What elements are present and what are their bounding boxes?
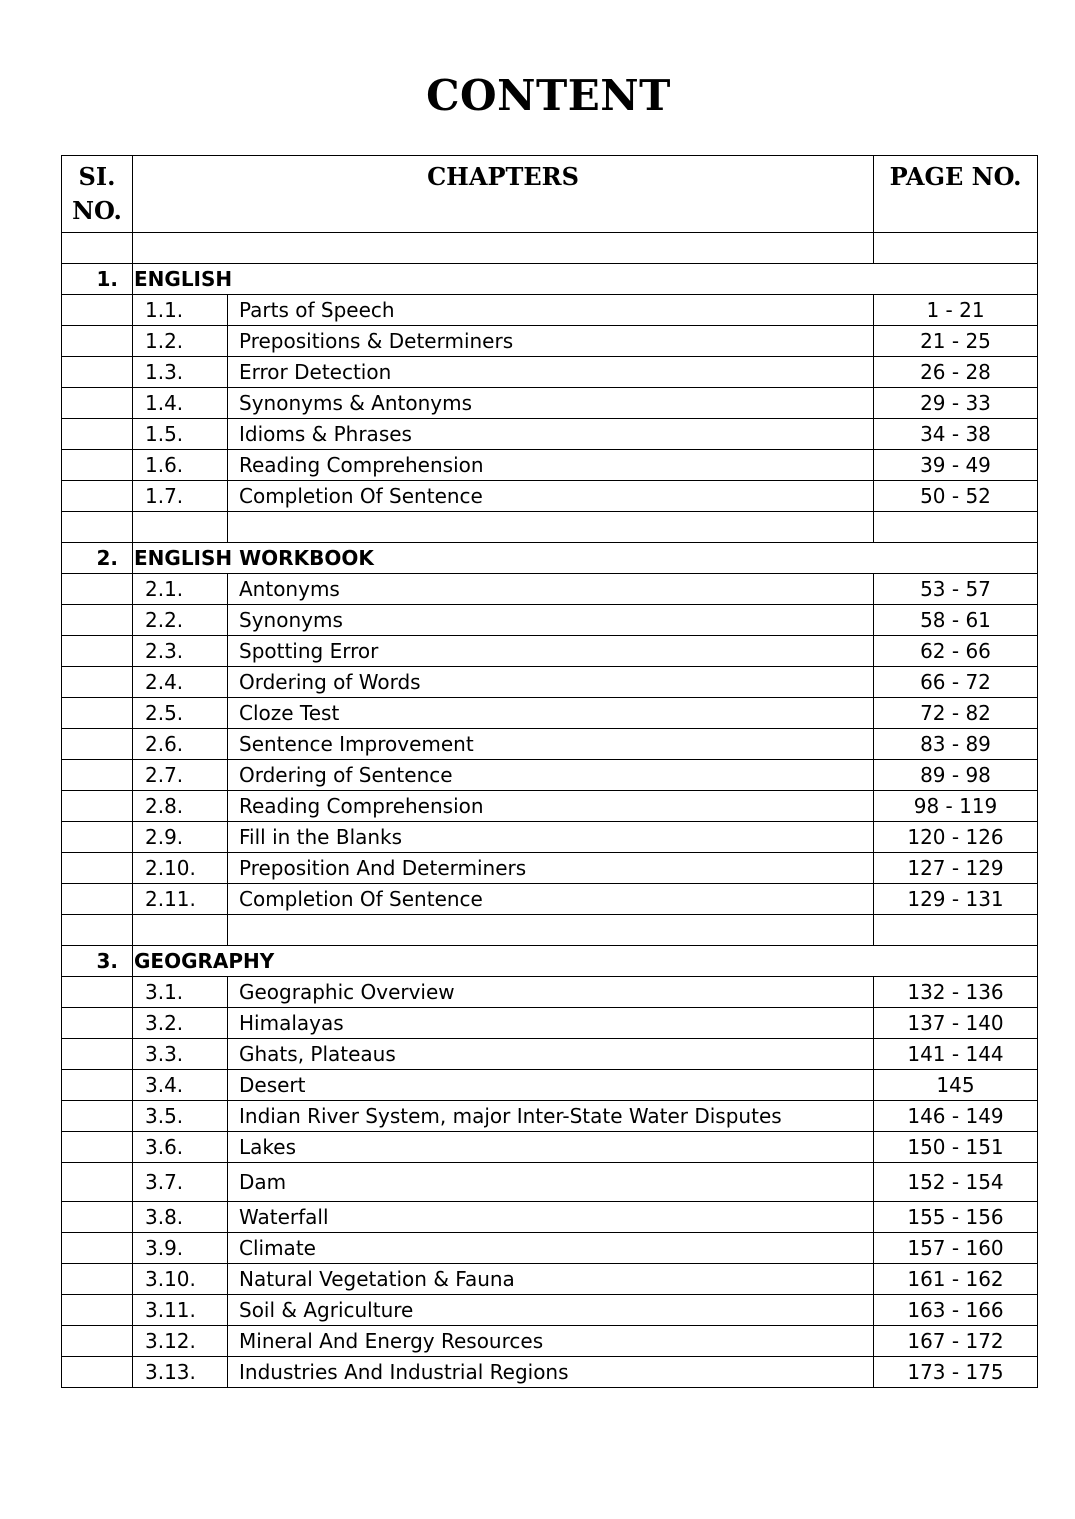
chapter-number: 1.4. bbox=[133, 388, 228, 419]
chapter-row bbox=[62, 1357, 1038, 1388]
header-sl-line1: SI. bbox=[78, 162, 116, 191]
blank-cell bbox=[62, 915, 133, 946]
chapter-number: 3.12. bbox=[133, 1326, 228, 1357]
page-range: 137 - 140 bbox=[874, 1008, 1038, 1039]
page-range: 152 - 154 bbox=[874, 1163, 1038, 1202]
chapter-title: Ordering of Sentence bbox=[228, 760, 874, 791]
chapter-number: 1.2. bbox=[133, 326, 228, 357]
page-range: 83 - 89 bbox=[874, 729, 1038, 760]
chapter-number: 2.10. bbox=[133, 853, 228, 884]
chapter-title: Geographic Overview bbox=[228, 977, 874, 1008]
chapter-number: 1.1. bbox=[133, 295, 228, 326]
empty-cell bbox=[62, 729, 133, 760]
empty-cell bbox=[62, 667, 133, 698]
chapter-title: Ghats, Plateaus bbox=[228, 1039, 874, 1070]
page-range: 146 - 149 bbox=[874, 1101, 1038, 1132]
chapter-row bbox=[62, 1132, 1038, 1163]
chapter-title: Idioms & Phrases bbox=[228, 419, 874, 450]
empty-cell bbox=[62, 388, 133, 419]
chapter-number: 1.5. bbox=[133, 419, 228, 450]
page-range: 50 - 52 bbox=[874, 481, 1038, 512]
empty-cell bbox=[62, 1233, 133, 1264]
chapter-row bbox=[62, 977, 1038, 1008]
blank-cell bbox=[62, 233, 133, 264]
page-range: 127 - 129 bbox=[874, 853, 1038, 884]
chapter-number: 3.9. bbox=[133, 1233, 228, 1264]
chapter-row bbox=[62, 884, 1038, 915]
chapter-title: Climate bbox=[228, 1233, 874, 1264]
chapter-number: 1.6. bbox=[133, 450, 228, 481]
blank-row bbox=[62, 915, 1038, 946]
page-range: 120 - 126 bbox=[874, 822, 1038, 853]
chapter-title: Spotting Error bbox=[228, 636, 874, 667]
empty-cell bbox=[62, 419, 133, 450]
chapter-number: 2.4. bbox=[133, 667, 228, 698]
chapter-title: Error Detection bbox=[228, 357, 874, 388]
page-range: 157 - 160 bbox=[874, 1233, 1038, 1264]
chapter-number: 3.4. bbox=[133, 1070, 228, 1101]
chapter-title: Natural Vegetation & Fauna bbox=[228, 1264, 874, 1295]
chapter-number: 3.10. bbox=[133, 1264, 228, 1295]
empty-cell bbox=[62, 884, 133, 915]
chapter-row bbox=[62, 1039, 1038, 1070]
chapter-title: Cloze Test bbox=[228, 698, 874, 729]
chapter-row bbox=[62, 357, 1038, 388]
page-range: 145 bbox=[874, 1070, 1038, 1101]
chapter-title: Desert bbox=[228, 1070, 874, 1101]
page-range: 132 - 136 bbox=[874, 977, 1038, 1008]
page-range: 29 - 33 bbox=[874, 388, 1038, 419]
empty-cell bbox=[62, 1163, 133, 1202]
blank-cell bbox=[874, 915, 1038, 946]
section-row bbox=[62, 946, 1038, 977]
chapter-row bbox=[62, 450, 1038, 481]
header-sl-no bbox=[62, 156, 133, 233]
page-range: 66 - 72 bbox=[874, 667, 1038, 698]
empty-cell bbox=[62, 822, 133, 853]
chapter-row bbox=[62, 760, 1038, 791]
section-title: ENGLISH bbox=[133, 264, 1038, 295]
chapter-row bbox=[62, 791, 1038, 822]
empty-cell bbox=[62, 326, 133, 357]
empty-cell bbox=[62, 1326, 133, 1357]
empty-cell bbox=[62, 295, 133, 326]
chapter-title: Sentence Improvement bbox=[228, 729, 874, 760]
chapter-row bbox=[62, 388, 1038, 419]
blank-cell bbox=[228, 915, 874, 946]
chapter-number: 2.9. bbox=[133, 822, 228, 853]
blank-cell bbox=[874, 512, 1038, 543]
chapter-title: Synonyms & Antonyms bbox=[228, 388, 874, 419]
empty-cell bbox=[62, 1295, 133, 1326]
chapter-title: Synonyms bbox=[228, 605, 874, 636]
chapter-row bbox=[62, 1202, 1038, 1233]
chapter-row bbox=[62, 295, 1038, 326]
chapter-number: 3.6. bbox=[133, 1132, 228, 1163]
chapter-number: 1.3. bbox=[133, 357, 228, 388]
section-title: ENGLISH WORKBOOK bbox=[133, 543, 1038, 574]
chapter-number: 3.8. bbox=[133, 1202, 228, 1233]
empty-cell bbox=[62, 481, 133, 512]
empty-cell bbox=[62, 605, 133, 636]
chapter-number: 3.3. bbox=[133, 1039, 228, 1070]
empty-cell bbox=[62, 698, 133, 729]
chapter-row bbox=[62, 1101, 1038, 1132]
blank-cell bbox=[62, 512, 133, 543]
empty-cell bbox=[62, 1101, 133, 1132]
page-range: 72 - 82 bbox=[874, 698, 1038, 729]
chapter-title: Mineral And Energy Resources bbox=[228, 1326, 874, 1357]
chapter-number: 2.7. bbox=[133, 760, 228, 791]
empty-cell bbox=[62, 1264, 133, 1295]
chapter-title: Himalayas bbox=[228, 1008, 874, 1039]
chapter-row bbox=[62, 729, 1038, 760]
chapter-row bbox=[62, 481, 1038, 512]
blank-cell bbox=[133, 915, 228, 946]
chapter-number: 2.11. bbox=[133, 884, 228, 915]
section-number: 2. bbox=[62, 543, 133, 574]
chapter-title: Waterfall bbox=[228, 1202, 874, 1233]
page-range: 62 - 66 bbox=[874, 636, 1038, 667]
chapter-number: 2.3. bbox=[133, 636, 228, 667]
empty-cell bbox=[62, 1132, 133, 1163]
chapter-number: 3.11. bbox=[133, 1295, 228, 1326]
chapter-number: 2.6. bbox=[133, 729, 228, 760]
page-range: 39 - 49 bbox=[874, 450, 1038, 481]
page-range: 173 - 175 bbox=[874, 1357, 1038, 1388]
header-chapters: CHAPTERS bbox=[133, 156, 874, 233]
page-range: 163 - 166 bbox=[874, 1295, 1038, 1326]
page-range: 155 - 156 bbox=[874, 1202, 1038, 1233]
section-row bbox=[62, 264, 1038, 295]
chapter-title: Completion Of Sentence bbox=[228, 481, 874, 512]
empty-cell bbox=[62, 450, 133, 481]
empty-cell bbox=[62, 1070, 133, 1101]
chapter-row bbox=[62, 1326, 1038, 1357]
chapter-title: Reading Comprehension bbox=[228, 450, 874, 481]
page-range: 58 - 61 bbox=[874, 605, 1038, 636]
chapter-number: 3.13. bbox=[133, 1357, 228, 1388]
page-range: 150 - 151 bbox=[874, 1132, 1038, 1163]
chapter-row bbox=[62, 1295, 1038, 1326]
chapter-title: Indian River System, major Inter-State Water Disputes bbox=[228, 1101, 874, 1132]
page-range: 1 - 21 bbox=[874, 295, 1038, 326]
page-title: CONTENT bbox=[426, 71, 671, 120]
page-range: 34 - 38 bbox=[874, 419, 1038, 450]
chapter-row bbox=[62, 1163, 1038, 1202]
chapter-number: 2.1. bbox=[133, 574, 228, 605]
section-title: GEOGRAPHY bbox=[133, 946, 1038, 977]
chapter-title: Industries And Industrial Regions bbox=[228, 1357, 874, 1388]
page-range: 53 - 57 bbox=[874, 574, 1038, 605]
chapter-title: Soil & Agriculture bbox=[228, 1295, 874, 1326]
chapter-row bbox=[62, 1233, 1038, 1264]
header-sl-line2: NO. bbox=[72, 196, 122, 225]
empty-cell bbox=[62, 760, 133, 791]
chapter-number: 3.5. bbox=[133, 1101, 228, 1132]
blank-cell bbox=[874, 233, 1038, 264]
chapter-number: 3.2. bbox=[133, 1008, 228, 1039]
empty-cell bbox=[62, 1202, 133, 1233]
chapter-title: Parts of Speech bbox=[228, 295, 874, 326]
chapter-row bbox=[62, 667, 1038, 698]
chapter-title: Reading Comprehension bbox=[228, 791, 874, 822]
blank-cell bbox=[133, 512, 228, 543]
empty-cell bbox=[62, 574, 133, 605]
chapter-number: 3.1. bbox=[133, 977, 228, 1008]
chapter-row bbox=[62, 1008, 1038, 1039]
chapter-title: Antonyms bbox=[228, 574, 874, 605]
page-range: 98 - 119 bbox=[874, 791, 1038, 822]
page-range: 89 - 98 bbox=[874, 760, 1038, 791]
page-range: 26 - 28 bbox=[874, 357, 1038, 388]
section-row bbox=[62, 543, 1038, 574]
empty-cell bbox=[62, 1008, 133, 1039]
page-range: 21 - 25 bbox=[874, 326, 1038, 357]
blank-row bbox=[62, 233, 1038, 264]
chapter-title: Completion Of Sentence bbox=[228, 884, 874, 915]
empty-cell bbox=[62, 791, 133, 822]
chapter-title: Prepositions & Determiners bbox=[228, 326, 874, 357]
chapter-number: 3.7. bbox=[133, 1163, 228, 1202]
section-number: 1. bbox=[62, 264, 133, 295]
chapter-title: Preposition And Determiners bbox=[228, 853, 874, 884]
chapter-row bbox=[62, 853, 1038, 884]
empty-cell bbox=[62, 977, 133, 1008]
chapter-row bbox=[62, 1070, 1038, 1101]
contents-body bbox=[62, 233, 1038, 1388]
chapter-row bbox=[62, 574, 1038, 605]
empty-cell bbox=[62, 1039, 133, 1070]
chapter-row bbox=[62, 636, 1038, 667]
chapter-row bbox=[62, 698, 1038, 729]
chapter-row bbox=[62, 1264, 1038, 1295]
contents-table bbox=[61, 155, 1038, 1388]
chapter-title: Fill in the Blanks bbox=[228, 822, 874, 853]
chapter-number: 2.2. bbox=[133, 605, 228, 636]
chapter-row bbox=[62, 326, 1038, 357]
chapter-title: Ordering of Words bbox=[228, 667, 874, 698]
chapter-row bbox=[62, 419, 1038, 450]
header-page-no: PAGE NO. bbox=[874, 156, 1038, 233]
chapter-title: Dam bbox=[228, 1163, 874, 1202]
empty-cell bbox=[62, 357, 133, 388]
empty-cell bbox=[62, 1357, 133, 1388]
chapter-number: 1.7. bbox=[133, 481, 228, 512]
chapter-title: Lakes bbox=[228, 1132, 874, 1163]
blank-cell bbox=[133, 233, 874, 264]
empty-cell bbox=[62, 853, 133, 884]
header-row bbox=[62, 156, 1038, 233]
empty-cell bbox=[62, 636, 133, 667]
blank-row bbox=[62, 512, 1038, 543]
section-number: 3. bbox=[62, 946, 133, 977]
page-range: 129 - 131 bbox=[874, 884, 1038, 915]
page-range: 141 - 144 bbox=[874, 1039, 1038, 1070]
page-range: 161 - 162 bbox=[874, 1264, 1038, 1295]
chapter-number: 2.5. bbox=[133, 698, 228, 729]
chapter-row bbox=[62, 822, 1038, 853]
chapter-number: 2.8. bbox=[133, 791, 228, 822]
page-range: 167 - 172 bbox=[874, 1326, 1038, 1357]
blank-cell bbox=[228, 512, 874, 543]
chapter-row bbox=[62, 605, 1038, 636]
